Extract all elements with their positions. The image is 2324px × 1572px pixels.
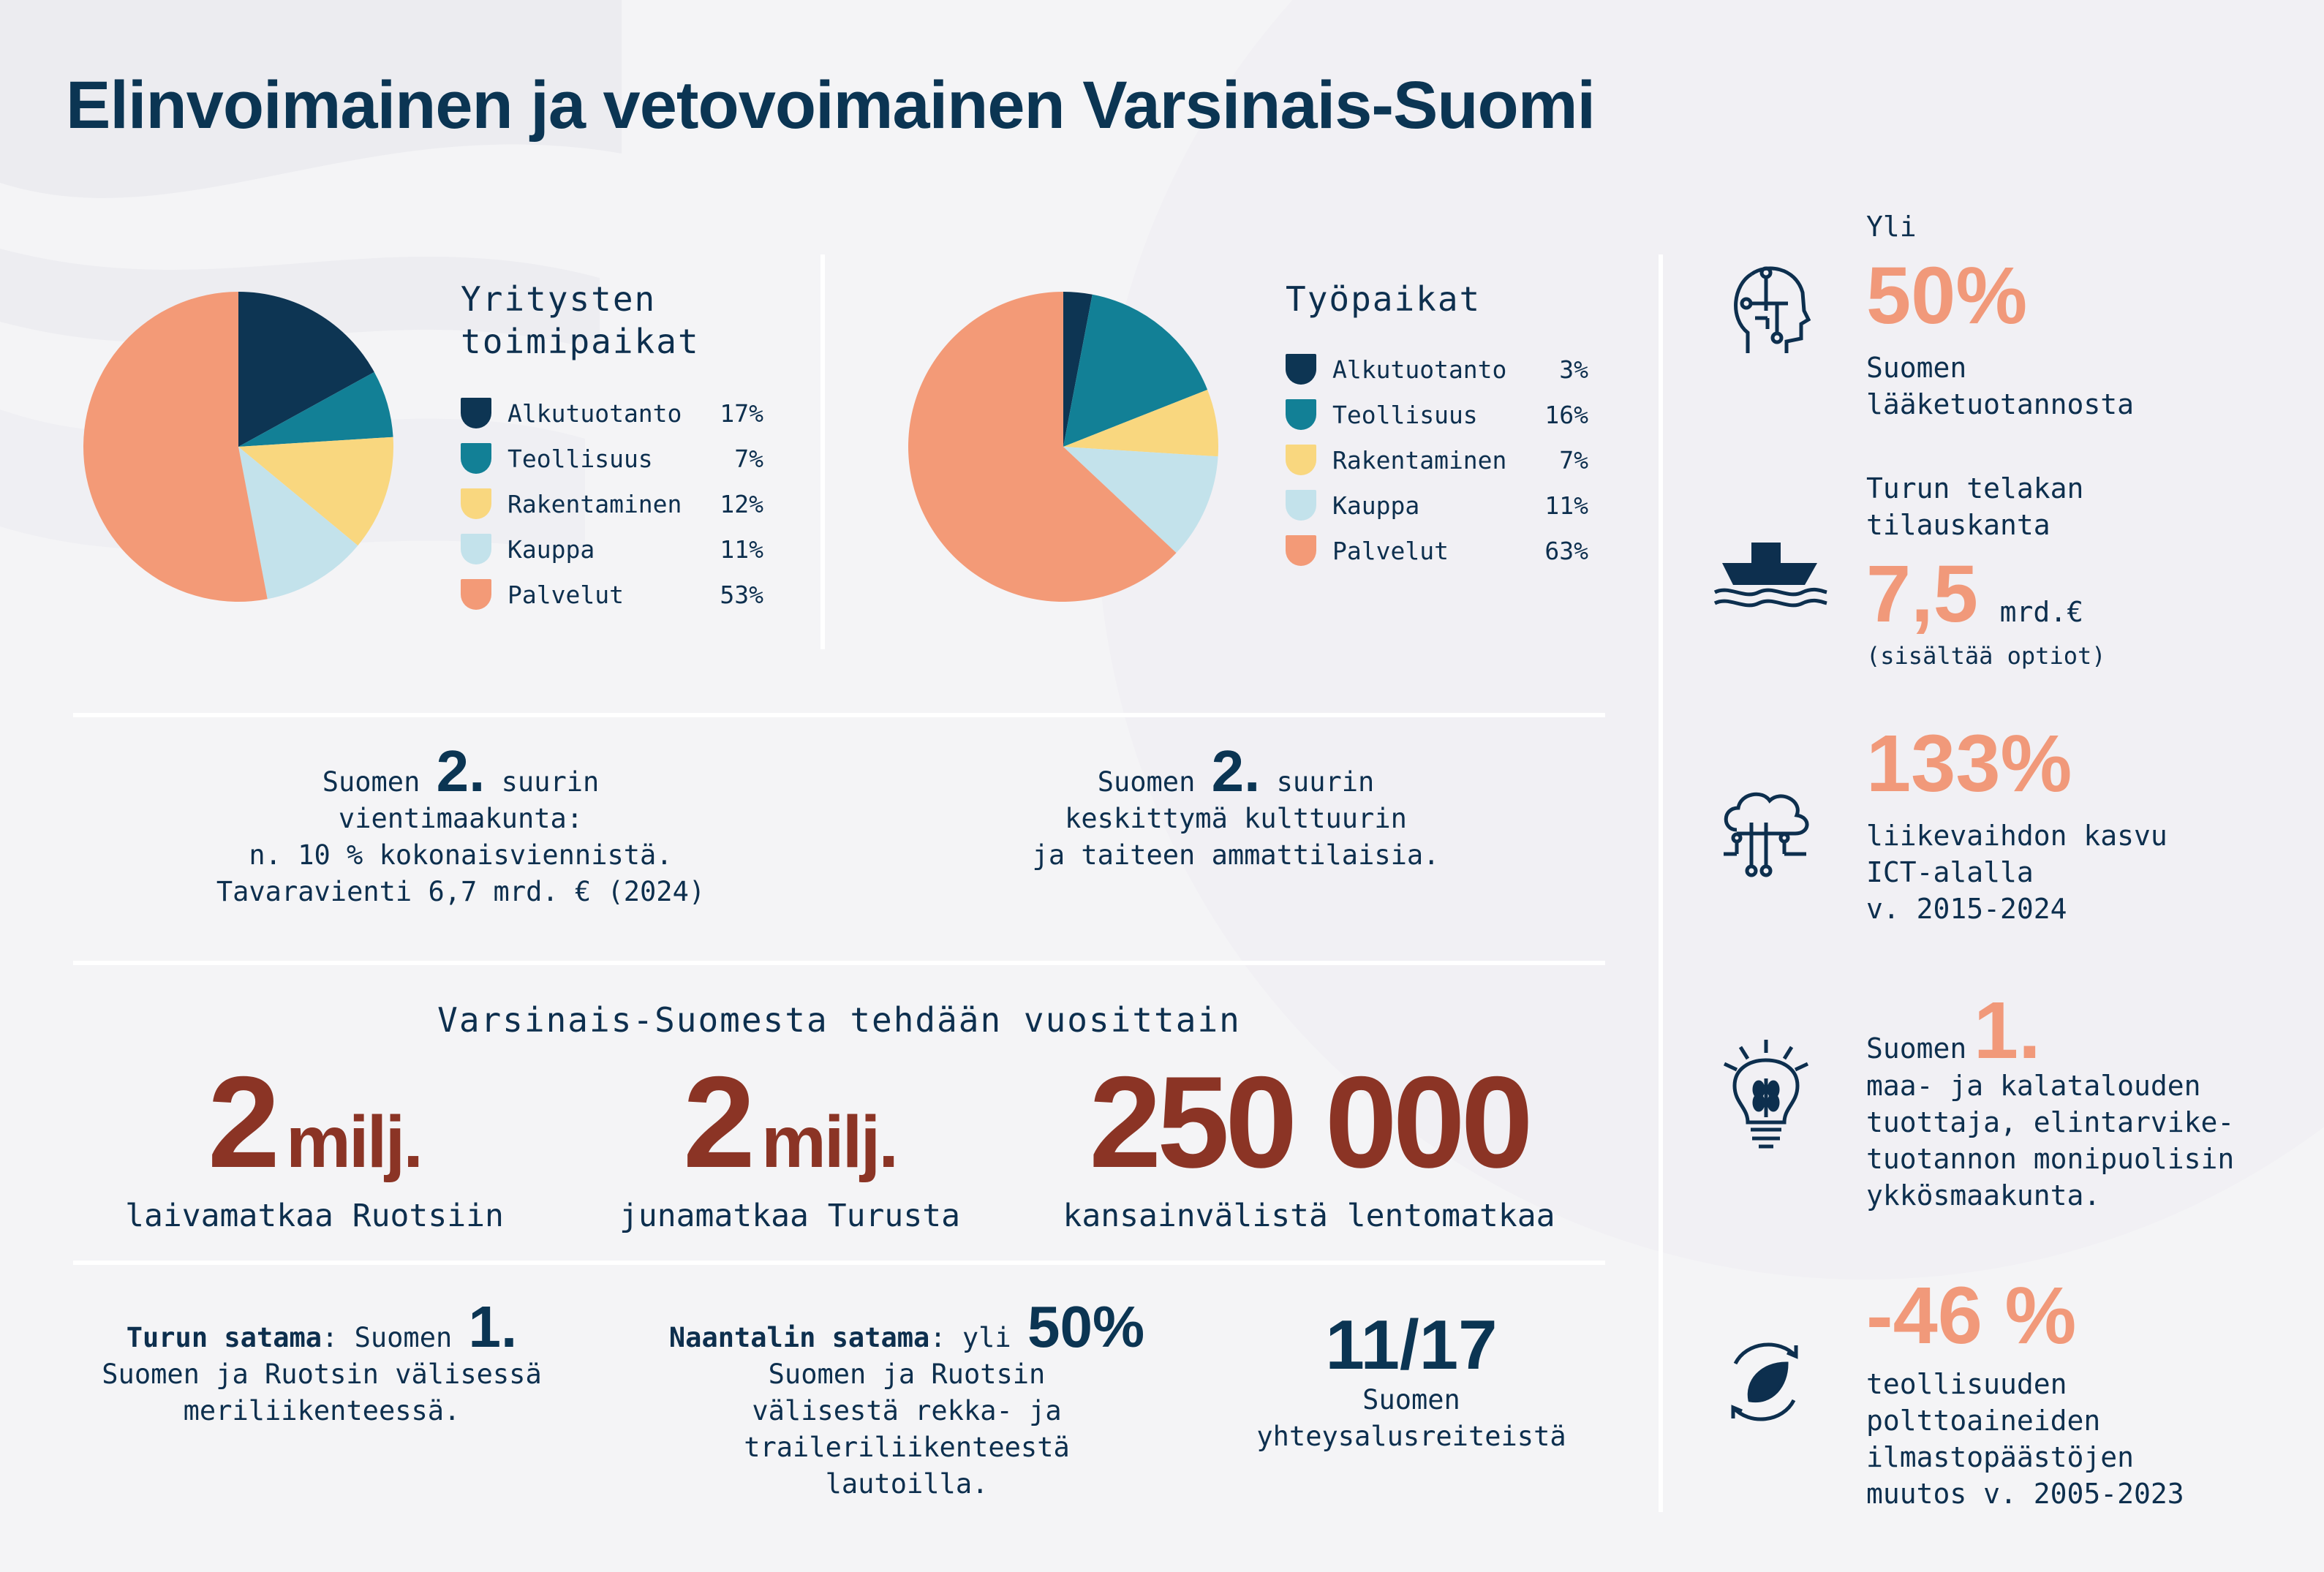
fact-culture-rank: 2.	[1211, 738, 1261, 804]
legend-value: 3%	[1559, 355, 1588, 384]
pie1-title-line2: toimipaikat	[461, 322, 700, 361]
port-naantali-value: 50%	[1027, 1294, 1145, 1359]
fact-export-pre: Suomen	[322, 766, 420, 798]
emissions-line3: ilmastopäästöjen	[1866, 1441, 2135, 1473]
fact-export-line3: n. 10 % kokonaisviennistä.	[249, 839, 673, 871]
pie2-legend-item	[1286, 352, 1588, 386]
fact-export-line4: Tavaravienti 6,7 mrd. € (2024)	[216, 876, 706, 907]
legend-value: 53%	[720, 580, 763, 609]
pie1-legend-item	[461, 487, 763, 521]
leaf-cycle-icon	[1717, 1331, 1812, 1436]
fact-culture-line1	[907, 738, 1565, 804]
pie1-legend-item	[461, 396, 763, 430]
food-line4: ykkösmaakunta.	[1866, 1179, 2101, 1212]
legend-swatch	[1286, 445, 1316, 475]
pharma-line2: lääketuotannosta	[1866, 388, 2135, 420]
legend-swatch	[1286, 354, 1316, 385]
travel-ship-label: laivamatkaa Ruotsiin	[125, 1198, 504, 1234]
ict-line1: liikevaihdon kasvu	[1866, 820, 2168, 852]
travel-train-figure	[556, 1049, 1024, 1195]
port-routes-line2: yhteysalusreiteistä	[1256, 1421, 1566, 1452]
legend-label: Kauppa	[1332, 491, 1420, 520]
fact-export-rank: 2.	[436, 738, 486, 804]
cloud-circuit-icon	[1715, 782, 1817, 888]
travel-flights-label: kansainvälistä lentomatkaa	[1063, 1198, 1555, 1234]
shipyard-text	[1866, 470, 2083, 543]
port-naantali-line5: lautoilla.	[825, 1468, 989, 1500]
legend-label: Palvelut	[508, 580, 624, 609]
ict-text	[1866, 817, 2168, 927]
legend-swatch	[1286, 490, 1316, 521]
port-naantali-line2: Suomen ja Ruotsin	[768, 1359, 1046, 1390]
pie1-title	[461, 278, 700, 363]
food-line2: tuottaja, elintarvike-	[1866, 1106, 2235, 1138]
travel-train-unit: milj.	[761, 1101, 897, 1183]
legend-label: Alkutuotanto	[508, 398, 682, 428]
fact-export	[139, 738, 782, 910]
divider-horizontal-3	[73, 1261, 1605, 1265]
shipyard-line1: Turun telakan	[1866, 472, 2084, 505]
legend-swatch	[1286, 399, 1316, 430]
legend-value: 17%	[720, 398, 763, 428]
legend-value: 11%	[1544, 491, 1588, 520]
fact-export-line1	[139, 738, 782, 804]
travel-train-number: 2	[682, 1049, 751, 1195]
pie1-legend-item	[461, 532, 763, 566]
travel-flights-figure	[1024, 1049, 1594, 1195]
legend-label: Palvelut	[1332, 536, 1449, 565]
travel-flights-number: 250 000	[1089, 1049, 1529, 1195]
travel-ship-unit: milj.	[285, 1101, 422, 1183]
pie2-title: Työpaikat	[1286, 279, 1482, 319]
fact-culture-line2: keskittymä kulttuurin	[1065, 803, 1407, 834]
legend-swatch	[461, 443, 491, 474]
port-naantali-line4: traileriliikenteestä	[744, 1432, 1070, 1463]
legend-swatch	[1286, 535, 1316, 566]
pharma-line1: Suomen	[1866, 352, 1967, 384]
food-line1: maa- ja kalatalouden	[1866, 1070, 2201, 1102]
emissions-text	[1866, 1366, 2184, 1512]
legend-label: Teollisuus	[1332, 400, 1478, 429]
ict-value: 133%	[1866, 719, 2072, 809]
travel-ship-figure	[73, 1049, 556, 1195]
travel-ship-number: 2	[207, 1049, 276, 1195]
legend-value: 12%	[720, 489, 763, 518]
port-routes-value: 11/17	[1325, 1306, 1498, 1384]
travel-heading: Varsinais-Suomesta tehdään vuosittain	[437, 1000, 1241, 1040]
pie2-legend-item	[1286, 398, 1588, 431]
port-turku-name: Turun satama	[126, 1322, 322, 1353]
pharma-value: 50%	[1866, 251, 2028, 341]
fact-culture	[907, 738, 1565, 874]
emissions-line1: teollisuuden	[1866, 1368, 2067, 1400]
legend-value: 16%	[1544, 400, 1588, 429]
travel-flights	[1024, 1049, 1594, 1234]
port-naantali-line1	[644, 1294, 1170, 1359]
pie1-legend-item	[461, 578, 763, 611]
shipyard-line2: tilauskanta	[1866, 509, 2051, 541]
divider-horizontal-2	[73, 961, 1605, 965]
port-routes-line1: Suomen	[1362, 1384, 1460, 1416]
food-line0	[1866, 983, 2041, 1078]
port-routes	[1229, 1306, 1594, 1455]
port-naantali-line3: välisestä rekka- ja	[752, 1395, 1062, 1426]
ship-icon	[1711, 534, 1828, 617]
pharma-text	[1866, 349, 2134, 423]
shipyard-figure	[1866, 547, 2083, 642]
shipyard-value: 7,5	[1866, 549, 1978, 639]
legend-label: Rakentaminen	[508, 489, 682, 518]
port-naantali-name: Naantalin satama	[668, 1322, 930, 1353]
divider-horizontal-1	[73, 713, 1605, 717]
food-text	[1866, 1067, 2234, 1214]
legend-value: 7%	[1559, 445, 1588, 475]
ict-line2: ICT-alalla	[1866, 856, 2034, 888]
fact-export-line2: vientimaakunta:	[338, 803, 584, 834]
travel-train	[556, 1049, 1024, 1234]
pie-chart-business-locations	[80, 289, 396, 605]
pharma-pre: Yli	[1866, 211, 1917, 243]
brain-circuit-icon	[1722, 260, 1817, 365]
port-turku	[73, 1294, 570, 1429]
legend-swatch	[461, 398, 491, 428]
pie2-legend-item	[1286, 488, 1588, 522]
divider-vertical-pies	[820, 254, 825, 649]
legend-swatch	[461, 579, 491, 610]
pie-chart-jobs	[905, 289, 1221, 605]
lightbulb-wheat-icon	[1719, 1038, 1814, 1158]
divider-vertical-sidebar	[1659, 254, 1663, 1512]
legend-label: Rakentaminen	[1332, 445, 1507, 475]
port-turku-line3: meriliikenteessä.	[183, 1395, 461, 1426]
fact-export-post: suurin	[501, 766, 600, 798]
emissions-line2: polttoaineiden	[1866, 1405, 2101, 1437]
fact-culture-post: suurin	[1276, 766, 1375, 798]
shipyard-unit: mrd.€	[1999, 596, 2083, 628]
food-rank: 1.	[1973, 986, 2041, 1076]
shipyard-note: (sisältää optiot)	[1866, 642, 2106, 670]
port-turku-rank: 1.	[468, 1294, 518, 1359]
pie2-legend-item	[1286, 443, 1588, 477]
port-turku-line1	[73, 1294, 570, 1359]
legend-label: Alkutuotanto	[1332, 355, 1507, 384]
legend-swatch	[461, 488, 491, 519]
fact-culture-line3: ja taiteen ammattilaisia.	[1032, 839, 1440, 871]
page-title: Elinvoimainen ja vetovoimainen Varsinais-Suomi	[66, 68, 1596, 143]
legend-value: 11%	[720, 534, 763, 564]
travel-ship	[73, 1049, 556, 1234]
legend-swatch	[461, 534, 491, 564]
pie2-legend-item	[1286, 534, 1588, 567]
travel-train-label: junamatkaa Turusta	[619, 1198, 960, 1234]
food-line3: tuotannon monipuolisin	[1866, 1143, 2235, 1175]
port-turku-line2: Suomen ja Ruotsin välisessä	[102, 1359, 542, 1390]
port-naantali	[644, 1294, 1170, 1503]
fact-culture-pre: Suomen	[1097, 766, 1196, 798]
pie1-title-line1: Yritysten	[461, 279, 657, 319]
emissions-line4: muutos v. 2005-2023	[1866, 1478, 2184, 1510]
legend-label: Teollisuus	[508, 444, 653, 473]
food-pre: Suomen	[1866, 1032, 1967, 1065]
pie1-legend-item	[461, 442, 763, 475]
port-naantali-mid: : yli	[929, 1322, 1011, 1353]
legend-value: 63%	[1544, 536, 1588, 565]
ict-line3: v. 2015-2024	[1866, 893, 2067, 925]
legend-label: Kauppa	[508, 534, 595, 564]
legend-value: 7%	[734, 444, 763, 473]
port-turku-mid: : Suomen	[322, 1322, 453, 1353]
emissions-value: -46 %	[1866, 1271, 2077, 1361]
